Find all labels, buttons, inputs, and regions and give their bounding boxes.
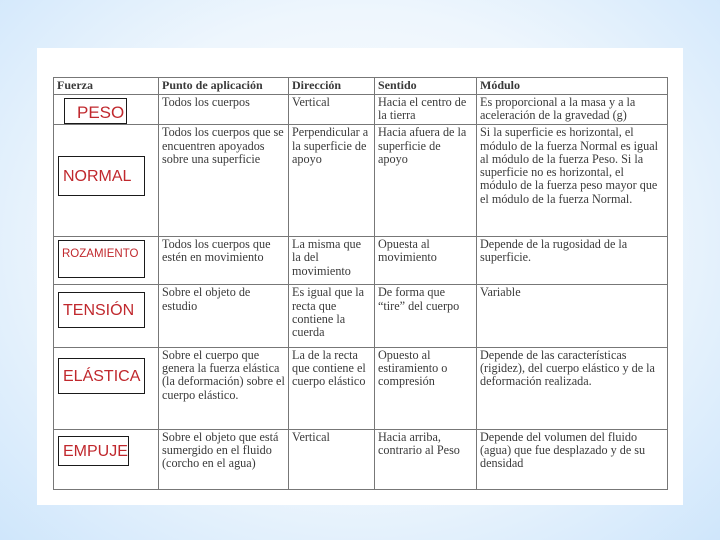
table-row (54, 347, 668, 429)
force-label-box: TENSIÓN (58, 292, 145, 328)
modulo-cell: Es proporcional a la masa y a la aceleración de la gravedad (g) (477, 95, 668, 125)
direccion-cell: La misma que la del movimiento (289, 237, 375, 285)
force-cell (54, 347, 159, 429)
modulo-cell: Si la superficie es horizontal, el módulo de la fuerza Normal es igual al módulo de la fuerza Peso. Si la superficie no es horizontal, el módulo de la fuerza peso mayor que el módulo de la fuerza Normal. (477, 125, 668, 237)
force-label-box: EMPUJE (58, 436, 129, 466)
table-row (54, 429, 668, 490)
table-row (54, 125, 668, 237)
punto-cell: Todos los cuerpos que estén en movimiento (159, 237, 289, 285)
force-cell (54, 429, 159, 490)
force-cell (54, 285, 159, 347)
direccion-cell: Perpendicular a la superficie de apoyo (289, 125, 375, 237)
force-label-box: NORMAL (58, 156, 145, 196)
slide-frame (37, 48, 683, 505)
punto-cell: Sobre el objeto que está sumergido en el fluido (corcho en el agua) (159, 429, 289, 490)
force-label-box: ELÁSTICA (58, 358, 145, 394)
sentido-cell: Opuesto al estiramiento o compresión (375, 347, 477, 429)
modulo-cell: Depende del volumen del fluido (agua) que fue desplazado y de su densidad (477, 429, 668, 490)
header-fuerza: Fuerza (54, 78, 159, 95)
force-label-box: PESO (64, 98, 127, 124)
direccion-cell: Es igual que la recta que contiene la cuerda (289, 285, 375, 347)
sentido-cell: Hacia arriba, contrario al Peso (375, 429, 477, 490)
modulo-cell: Depende de la rugosidad de la superficie. (477, 237, 668, 285)
modulo-cell: Depende de las características (rigidez), del cuerpo elástico y de la deformación realizada. (477, 347, 668, 429)
table-row (54, 95, 668, 125)
punto-cell: Todos los cuerpos que se encuentren apoyados sobre una superficie (159, 125, 289, 237)
force-cell (54, 95, 159, 125)
sentido-cell: De forma que “tire” del cuerpo (375, 285, 477, 347)
force-cell (54, 237, 159, 285)
force-label-box: ROZAMIENTO (58, 240, 145, 278)
punto-cell: Sobre el cuerpo que genera la fuerza elástica (la deformación) sobre el cuerpo elástico. (159, 347, 289, 429)
header-direccion: Dirección (289, 78, 375, 95)
sentido-cell: Hacia afuera de la superficie de apoyo (375, 125, 477, 237)
direccion-cell: Vertical (289, 95, 375, 125)
table-header-row (54, 78, 668, 95)
force-cell (54, 125, 159, 237)
modulo-cell: Variable (477, 285, 668, 347)
header-sentido: Sentido (375, 78, 477, 95)
sentido-cell: Hacia el centro de la tierra (375, 95, 477, 125)
table-row (54, 285, 668, 347)
forces-table (53, 77, 668, 490)
punto-cell: Sobre el objeto de estudio (159, 285, 289, 347)
direccion-cell: Vertical (289, 429, 375, 490)
punto-cell: Todos los cuerpos (159, 95, 289, 125)
header-modulo: Módulo (477, 78, 668, 95)
table-row (54, 237, 668, 285)
sentido-cell: Opuesta al movimiento (375, 237, 477, 285)
direccion-cell: La de la recta que contiene el cuerpo elástico (289, 347, 375, 429)
header-punto-aplicacion: Punto de aplicación (159, 78, 289, 95)
forces-table-image (53, 77, 667, 490)
